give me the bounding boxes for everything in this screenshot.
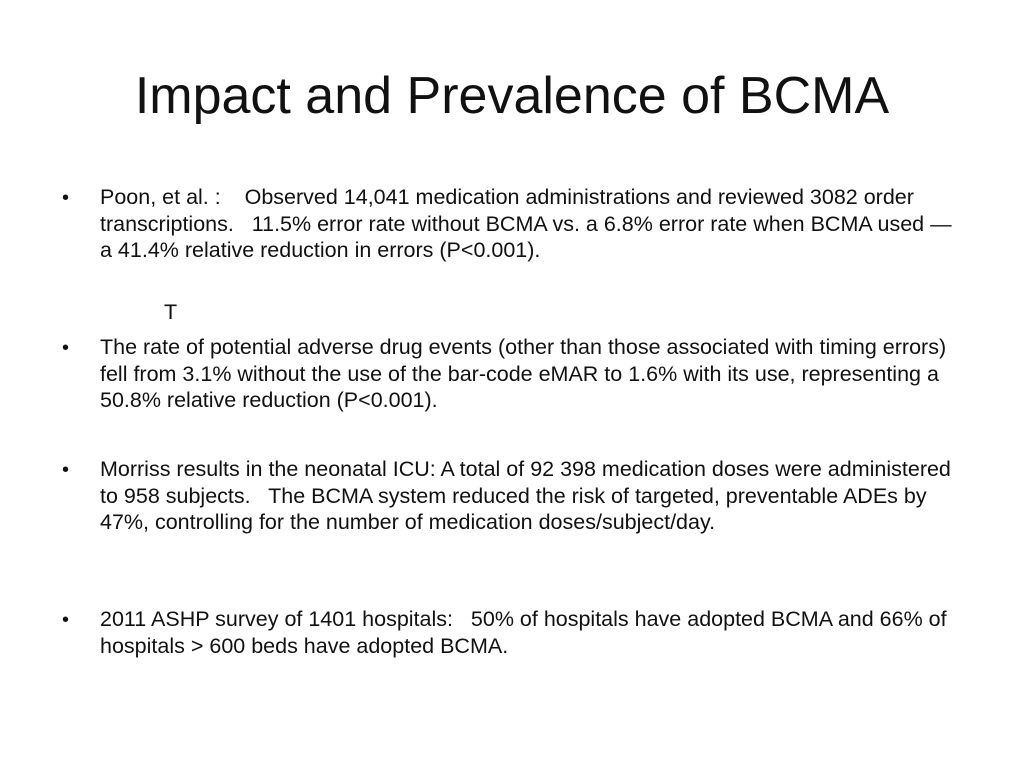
bullet-text: Poon, et al. : Observed 14,041 medication administrations and reviewed 3082 order transcriptions. 11.5% error rate without BCMA vs. a 6.8% error rate when BCMA used — a 41.4% relative reduction in errors (P<0.001). (100, 185, 958, 262)
stray-text: T (164, 300, 178, 324)
bullet-dot-icon: • (62, 337, 70, 359)
bullet-dot-icon: • (62, 459, 70, 481)
bullet-text: 2011 ASHP survey of 1401 hospitals: 50% of hospitals have adopted BCMA and 66% of hospitals > 600 beds have adopted BCMA. (100, 607, 953, 658)
bullet-text: Morriss results in the neonatal ICU: A total of 92 398 medication doses were administered to 958 subjects. The BCMA system reduced the risk of targeted, preventable ADEs by 47%, controlling for the number of medication doses/subject/day. (100, 457, 957, 534)
slide-title: Impact and Prevalence of BCMA (134, 67, 890, 125)
bullet-text: The rate of potential adverse drug events (other than those associated with timing errors) fell from 3.1% without the use of the bar-code eMAR to 1.6% with its use, representing a 50.8% relative reduction (P<0.001). (100, 335, 953, 412)
bullet-dot-icon: • (62, 187, 70, 209)
bullet-dot-icon: • (62, 609, 70, 631)
